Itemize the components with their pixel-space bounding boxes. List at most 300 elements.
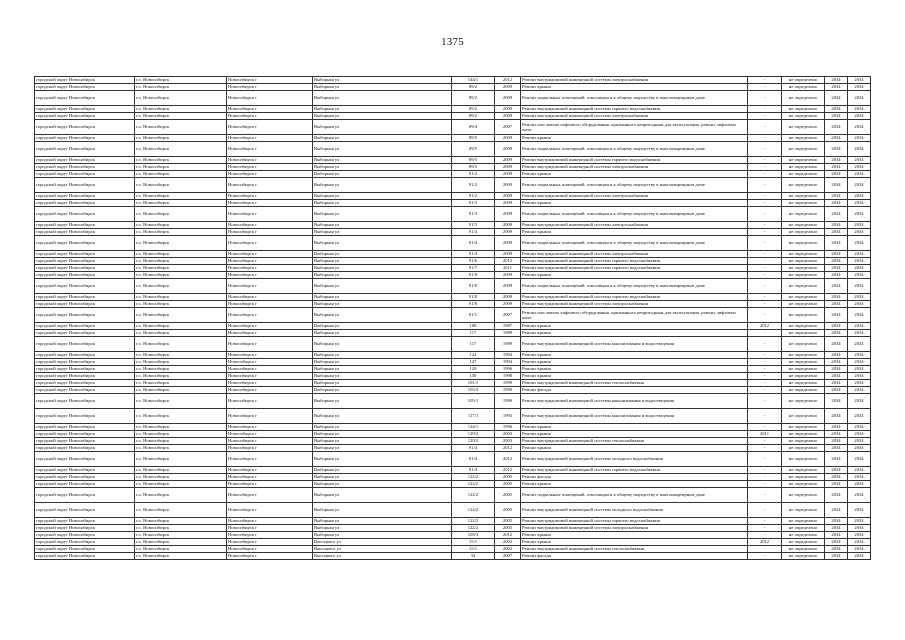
cell-municipality: городской округ Новосибирск xyxy=(35,258,135,265)
cell-settlement: Новосибирск г xyxy=(227,236,313,251)
cell-repair-work-type: Ремонт подвальных помещений, относящихся к общему имуществу в многоквартирном доме xyxy=(521,488,748,503)
cell-house-number: 91/2 xyxy=(452,171,495,178)
cell-house-number: 15/1 xyxy=(452,539,495,546)
table-row xyxy=(35,236,871,251)
cell-plan-start-year: 2034 xyxy=(825,373,848,380)
cell-municipal-district: г.о. Новосибирск xyxy=(135,265,227,272)
cell-commissioning-year: 2012 xyxy=(495,532,521,539)
cell-municipality: городской округ Новосибирск xyxy=(35,553,135,560)
cell-plan-end-year: 2034 xyxy=(848,546,871,553)
cell-cost: не определено xyxy=(782,518,825,525)
table-row xyxy=(35,445,871,452)
cell-commissioning-year: 2009 xyxy=(495,178,521,193)
cell-cost: не определено xyxy=(782,294,825,301)
cell-repair-work-type: Ремонт крыши xyxy=(521,229,748,236)
table-row xyxy=(35,366,871,373)
cell-repair-work-type: Ремонт внутридомовой инженерной системы теплоснабжения xyxy=(521,380,748,387)
cell-house-number: 91/8 xyxy=(452,294,495,301)
cell-settlement: Новосибирск г xyxy=(227,438,313,445)
cell-plan-end-year: 2034 xyxy=(848,301,871,308)
cell-repair-work-type: Ремонт внутридомовой инженерной системы электроснабжения xyxy=(521,193,748,200)
cell-street: Выборная ул xyxy=(313,308,452,323)
cell-plan-start-year: 2034 xyxy=(825,539,848,546)
cell-commissioning-year: 2009 xyxy=(495,135,521,142)
table-row xyxy=(35,431,871,438)
cell-commissioning-year: 1996 xyxy=(495,424,521,431)
cell-plan-start-year: 2034 xyxy=(825,352,848,359)
cell-settlement: Новосибирск г xyxy=(227,337,313,352)
cell-plan-end-year: 2034 xyxy=(848,84,871,91)
cell-repair-work-type: Ремонт крыши xyxy=(521,366,748,373)
cell-plan-end-year: 2034 xyxy=(848,265,871,272)
cell-plan-start-year: 2034 xyxy=(825,481,848,488)
cell-municipal-district: г.о. Новосибирск xyxy=(135,518,227,525)
cell-last-repair-year: - xyxy=(748,200,782,207)
cell-cost: не определено xyxy=(782,366,825,373)
cell-plan-end-year: 2034 xyxy=(848,380,871,387)
cell-municipal-district: г.о. Новосибирск xyxy=(135,222,227,229)
cell-street: Выборная ул xyxy=(313,91,452,106)
cell-cost: не определено xyxy=(782,503,825,518)
cell-street: Выборная ул xyxy=(313,178,452,193)
cell-commissioning-year: 2005 xyxy=(495,525,521,532)
cell-cost: не определено xyxy=(782,91,825,106)
table-row xyxy=(35,546,871,553)
cell-settlement: Новосибирск г xyxy=(227,394,313,409)
cell-commissioning-year: 2007 xyxy=(495,120,521,135)
cell-house-number: 91/3 xyxy=(452,200,495,207)
cell-plan-start-year: 2034 xyxy=(825,301,848,308)
cell-plan-end-year: 2034 xyxy=(848,503,871,518)
cell-settlement: Новосибирск г xyxy=(227,142,313,157)
cell-last-repair-year: - xyxy=(748,438,782,445)
cell-commissioning-year: 2009 xyxy=(495,301,521,308)
cell-cost: не определено xyxy=(782,222,825,229)
cell-cost: не определено xyxy=(782,193,825,200)
cell-commissioning-year: 2003 xyxy=(495,438,521,445)
cell-plan-start-year: 2034 xyxy=(825,84,848,91)
cell-municipality: городской округ Новосибирск xyxy=(35,265,135,272)
cell-plan-start-year: 2034 xyxy=(825,222,848,229)
cell-settlement: Новосибирск г xyxy=(227,229,313,236)
cell-last-repair-year: - xyxy=(748,106,782,113)
cell-house-number: 91/4 xyxy=(452,236,495,251)
cell-commissioning-year: 2005 xyxy=(495,518,521,525)
cell-house-number: 144/1 xyxy=(452,77,495,84)
cell-street: Выборная ул xyxy=(313,294,452,301)
cell-municipal-district: г.о. Новосибирск xyxy=(135,193,227,200)
cell-commissioning-year: 2005 xyxy=(495,503,521,518)
cell-settlement: Новосибирск г xyxy=(227,518,313,525)
cell-house-number: 15/1 xyxy=(452,546,495,553)
cell-municipal-district: г.о. Новосибирск xyxy=(135,352,227,359)
cell-commissioning-year: 1994 xyxy=(495,352,521,359)
cell-settlement: Новосибирск г xyxy=(227,77,313,84)
cell-house-number: 89/5 xyxy=(452,157,495,164)
cell-house-number: 105/1 xyxy=(452,394,495,409)
cell-municipality: городской округ Новосибирск xyxy=(35,431,135,438)
cell-last-repair-year: - xyxy=(748,337,782,352)
cell-municipality: городской округ Новосибирск xyxy=(35,142,135,157)
cell-settlement: Новосибирск г xyxy=(227,171,313,178)
cell-settlement: Новосибирск г xyxy=(227,532,313,539)
cell-repair-work-type: Ремонт крыши xyxy=(521,373,748,380)
cell-repair-work-type: Ремонт внутридомовой инженерной системы горячего водоснабжения xyxy=(521,467,748,474)
cell-cost: не определено xyxy=(782,120,825,135)
cell-cost: не определено xyxy=(782,265,825,272)
cell-street: Выборная ул xyxy=(313,84,452,91)
cell-street: Выборная ул xyxy=(313,222,452,229)
cell-municipality: городской округ Новосибирск xyxy=(35,178,135,193)
cell-municipality: городской округ Новосибирск xyxy=(35,488,135,503)
cell-house-number: 129/2 xyxy=(452,431,495,438)
cell-plan-start-year: 2034 xyxy=(825,518,848,525)
cell-municipality: городской округ Новосибирск xyxy=(35,366,135,373)
table-row xyxy=(35,525,871,532)
cell-last-repair-year: - xyxy=(748,84,782,91)
cell-commissioning-year: 1989 xyxy=(495,330,521,337)
cell-municipality: городской округ Новосибирск xyxy=(35,207,135,222)
cell-last-repair-year: - xyxy=(748,445,782,452)
cell-repair-work-type: Ремонт крыши xyxy=(521,424,748,431)
cell-last-repair-year: - xyxy=(748,525,782,532)
cell-street: Выборная ул xyxy=(313,157,452,164)
cell-commissioning-year: 1989 xyxy=(495,337,521,352)
table-row xyxy=(35,200,871,207)
cell-plan-end-year: 2034 xyxy=(848,200,871,207)
cell-last-repair-year: - xyxy=(748,142,782,157)
cell-municipal-district: г.о. Новосибирск xyxy=(135,200,227,207)
cell-municipality: городской округ Новосибирск xyxy=(35,279,135,294)
cell-last-repair-year: - xyxy=(748,301,782,308)
cell-municipal-district: г.о. Новосибирск xyxy=(135,207,227,222)
cell-municipality: городской округ Новосибирск xyxy=(35,409,135,424)
cell-cost: не определено xyxy=(782,142,825,157)
cell-plan-start-year: 2034 xyxy=(825,532,848,539)
table-row xyxy=(35,373,871,380)
cell-house-number: 91/2 xyxy=(452,193,495,200)
cell-street: Выборная ул xyxy=(313,409,452,424)
cell-repair-work-type: Ремонт внутридомовой инженерной системы канализования и водоотведения xyxy=(521,409,748,424)
cell-municipal-district: г.о. Новосибирск xyxy=(135,452,227,467)
cell-house-number: 89/2 xyxy=(452,106,495,113)
cell-plan-start-year: 2034 xyxy=(825,265,848,272)
cell-municipal-district: г.о. Новосибирск xyxy=(135,488,227,503)
cell-settlement: Новосибирск г xyxy=(227,294,313,301)
cell-commissioning-year: 2009 xyxy=(495,164,521,171)
cell-plan-end-year: 2034 xyxy=(848,113,871,120)
cell-settlement: Новосибирск г xyxy=(227,445,313,452)
table-row xyxy=(35,222,871,229)
cell-cost: не определено xyxy=(782,308,825,323)
cell-plan-end-year: 2034 xyxy=(848,229,871,236)
cell-settlement: Новосибирск г xyxy=(227,352,313,359)
cell-municipal-district: г.о. Новосибирск xyxy=(135,366,227,373)
cell-last-repair-year: - xyxy=(748,272,782,279)
cell-municipal-district: г.о. Новосибирск xyxy=(135,546,227,553)
cell-repair-work-type: Ремонт внутридомовой инженерной системы электроснабжения xyxy=(521,113,748,120)
cell-cost: не определено xyxy=(782,171,825,178)
cell-last-repair-year: - xyxy=(748,532,782,539)
table-row xyxy=(35,481,871,488)
cell-municipal-district: г.о. Новосибирск xyxy=(135,380,227,387)
cell-municipality: городской округ Новосибирск xyxy=(35,330,135,337)
cell-house-number: 129 xyxy=(452,366,495,373)
table-row xyxy=(35,359,871,366)
cell-plan-end-year: 2034 xyxy=(848,474,871,481)
cell-plan-start-year: 2034 xyxy=(825,525,848,532)
cell-settlement: Новосибирск г xyxy=(227,481,313,488)
cell-plan-start-year: 2034 xyxy=(825,178,848,193)
cell-repair-work-type: Ремонт крыши xyxy=(521,135,748,142)
cell-repair-work-type: Ремонт крыши xyxy=(521,84,748,91)
table-row xyxy=(35,539,871,546)
cell-house-number: 91/3 xyxy=(452,222,495,229)
cell-settlement: Новосибирск г xyxy=(227,91,313,106)
cell-last-repair-year: - xyxy=(748,251,782,258)
cell-municipality: городской округ Новосибирск xyxy=(35,301,135,308)
cell-street: Выборная ул xyxy=(313,452,452,467)
cell-settlement: Новосибирск г xyxy=(227,157,313,164)
cell-settlement: Новосибирск г xyxy=(227,200,313,207)
cell-municipality: городской округ Новосибирск xyxy=(35,380,135,387)
cell-plan-end-year: 2034 xyxy=(848,251,871,258)
cell-commissioning-year: 2012 xyxy=(495,77,521,84)
cell-last-repair-year: - xyxy=(748,178,782,193)
cell-municipal-district: г.о. Новосибирск xyxy=(135,279,227,294)
cell-cost: не определено xyxy=(782,157,825,164)
cell-plan-end-year: 2034 xyxy=(848,91,871,106)
cell-plan-start-year: 2034 xyxy=(825,135,848,142)
table-row xyxy=(35,474,871,481)
cell-last-repair-year: - xyxy=(748,294,782,301)
cell-street: Выборная ул xyxy=(313,272,452,279)
cell-street: Выборная ул xyxy=(313,359,452,366)
cell-plan-start-year: 2034 xyxy=(825,142,848,157)
cell-house-number: 122/2 xyxy=(452,525,495,532)
cell-municipality: городской округ Новосибирск xyxy=(35,359,135,366)
cell-plan-end-year: 2034 xyxy=(848,366,871,373)
cell-cost: не определено xyxy=(782,467,825,474)
cell-last-repair-year: - xyxy=(748,488,782,503)
cell-house-number: 122/2 xyxy=(452,481,495,488)
cell-cost: не определено xyxy=(782,394,825,409)
cell-plan-start-year: 2034 xyxy=(825,113,848,120)
cell-commissioning-year: 1993 xyxy=(495,409,521,424)
cell-plan-end-year: 2034 xyxy=(848,525,871,532)
cell-repair-work-type: Ремонт крыши xyxy=(521,323,748,330)
cell-last-repair-year: 2012 xyxy=(748,539,782,546)
cell-cost: не определено xyxy=(782,553,825,560)
cell-plan-start-year: 2034 xyxy=(825,546,848,553)
cell-commissioning-year: 2009 xyxy=(495,279,521,294)
cell-municipal-district: г.о. Новосибирск xyxy=(135,135,227,142)
cell-settlement: Новосибирск г xyxy=(227,308,313,323)
table-row xyxy=(35,394,871,409)
cell-house-number: 91/4 xyxy=(452,445,495,452)
cell-street: Выборная ул xyxy=(313,518,452,525)
cell-house-number: 108 xyxy=(452,323,495,330)
cell-street: Выборная ул xyxy=(313,467,452,474)
cell-plan-end-year: 2034 xyxy=(848,193,871,200)
cell-cost: не определено xyxy=(782,251,825,258)
cell-settlement: Новосибирск г xyxy=(227,546,313,553)
cell-commissioning-year: 2011 xyxy=(495,265,521,272)
table-row xyxy=(35,438,871,445)
cell-plan-start-year: 2034 xyxy=(825,424,848,431)
cell-municipality: городской округ Новосибирск xyxy=(35,193,135,200)
cell-house-number: 124 xyxy=(452,352,495,359)
cell-last-repair-year: - xyxy=(748,120,782,135)
cell-repair-work-type: Ремонт внутридомовой инженерной системы канализования и водоотведения xyxy=(521,394,748,409)
cell-street: Высоцкого ул xyxy=(313,546,452,553)
cell-plan-start-year: 2034 xyxy=(825,120,848,135)
cell-plan-end-year: 2034 xyxy=(848,488,871,503)
cell-settlement: Новосибирск г xyxy=(227,84,313,91)
cell-plan-end-year: 2034 xyxy=(848,294,871,301)
cell-municipal-district: г.о. Новосибирск xyxy=(135,84,227,91)
cell-settlement: Новосибирск г xyxy=(227,431,313,438)
cell-cost: не определено xyxy=(782,258,825,265)
cell-municipality: городской округ Новосибирск xyxy=(35,532,135,539)
table-row xyxy=(35,171,871,178)
cell-last-repair-year: 2011 xyxy=(748,431,782,438)
cell-house-number: 91/4 xyxy=(452,229,495,236)
cell-street: Выборная ул xyxy=(313,394,452,409)
cell-repair-work-type: Ремонт фасада xyxy=(521,387,748,394)
cell-repair-work-type: Ремонт или замена лифтового оборудования, признанного непригодным для эксплуатации, ремонт лифтовых шахт xyxy=(521,308,748,323)
cell-repair-work-type: Ремонт внутридомовой инженерной системы электроснабжения xyxy=(521,77,748,84)
cell-cost: не определено xyxy=(782,279,825,294)
cell-cost: не определено xyxy=(782,474,825,481)
cell-street: Выборная ул xyxy=(313,279,452,294)
cell-plan-start-year: 2034 xyxy=(825,553,848,560)
cell-municipal-district: г.о. Новосибирск xyxy=(135,337,227,352)
cell-municipal-district: г.о. Новосибирск xyxy=(135,481,227,488)
cell-last-repair-year: - xyxy=(748,91,782,106)
table-row xyxy=(35,265,871,272)
cell-street: Выборная ул xyxy=(313,330,452,337)
cell-plan-start-year: 2034 xyxy=(825,488,848,503)
cell-plan-end-year: 2034 xyxy=(848,272,871,279)
cell-municipal-district: г.о. Новосибирск xyxy=(135,251,227,258)
cell-plan-end-year: 2034 xyxy=(848,352,871,359)
table-row xyxy=(35,258,871,265)
cell-settlement: Новосибирск г xyxy=(227,330,313,337)
cell-settlement: Новосибирск г xyxy=(227,164,313,171)
cell-street: Выборная ул xyxy=(313,251,452,258)
cell-plan-end-year: 2034 xyxy=(848,135,871,142)
cell-commissioning-year: 2009 xyxy=(495,157,521,164)
cell-repair-work-type: Ремонт внутридомовой инженерной системы горячего водоснабжения xyxy=(521,265,748,272)
cell-plan-end-year: 2034 xyxy=(848,518,871,525)
table-row xyxy=(35,142,871,157)
cell-settlement: Новосибирск г xyxy=(227,474,313,481)
cell-last-repair-year: - xyxy=(748,394,782,409)
cell-repair-work-type: Ремонт внутридомовой инженерной системы электроснабжения xyxy=(521,301,748,308)
cell-settlement: Новосибирск г xyxy=(227,106,313,113)
cell-commissioning-year: 2009 xyxy=(495,236,521,251)
cell-commissioning-year: 2009 xyxy=(495,193,521,200)
cell-street: Выборная ул xyxy=(313,387,452,394)
cell-cost: не определено xyxy=(782,546,825,553)
cell-repair-work-type: Ремонт внутридомовой инженерной системы теплоснабжения xyxy=(521,546,748,553)
cell-municipality: городской округ Новосибирск xyxy=(35,452,135,467)
cell-municipal-district: г.о. Новосибирск xyxy=(135,431,227,438)
table-row xyxy=(35,387,871,394)
cell-municipality: городской округ Новосибирск xyxy=(35,84,135,91)
cell-street: Высоцкого ул xyxy=(313,539,452,546)
cell-cost: не определено xyxy=(782,452,825,467)
cell-settlement: Новосибирск г xyxy=(227,525,313,532)
cell-repair-work-type: Ремонт крыши xyxy=(521,330,748,337)
cell-municipal-district: г.о. Новосибирск xyxy=(135,474,227,481)
cell-plan-end-year: 2034 xyxy=(848,323,871,330)
cell-street: Выборная ул xyxy=(313,301,452,308)
cell-plan-start-year: 2034 xyxy=(825,164,848,171)
cell-settlement: Новосибирск г xyxy=(227,424,313,431)
cell-settlement: Новосибирск г xyxy=(227,366,313,373)
cell-plan-end-year: 2034 xyxy=(848,106,871,113)
cell-commissioning-year: 2009 xyxy=(495,106,521,113)
cell-municipal-district: г.о. Новосибирск xyxy=(135,294,227,301)
cell-plan-end-year: 2034 xyxy=(848,279,871,294)
cell-repair-work-type: Ремонт внутридомовой инженерной системы горячего водоснабжения xyxy=(521,106,748,113)
table-row xyxy=(35,120,871,135)
cell-plan-end-year: 2034 xyxy=(848,452,871,467)
cell-street: Выборная ул xyxy=(313,236,452,251)
cell-plan-end-year: 2034 xyxy=(848,236,871,251)
cell-house-number: 91/4 xyxy=(452,452,495,467)
cell-house-number: 89/2 xyxy=(452,113,495,120)
cell-plan-start-year: 2034 xyxy=(825,445,848,452)
cell-settlement: Новосибирск г xyxy=(227,503,313,518)
cell-repair-work-type: Ремонт крыши xyxy=(521,200,748,207)
table-row xyxy=(35,330,871,337)
cell-street: Выборная ул xyxy=(313,337,452,352)
cell-commissioning-year: 2009 xyxy=(495,200,521,207)
cell-cost: не определено xyxy=(782,359,825,366)
cell-municipal-district: г.о. Новосибирск xyxy=(135,171,227,178)
cell-plan-end-year: 2034 xyxy=(848,373,871,380)
cell-cost: не определено xyxy=(782,301,825,308)
cell-municipal-district: г.о. Новосибирск xyxy=(135,394,227,409)
cell-repair-work-type: Ремонт подвальных помещений, относящихся к общему имуществу в многоквартирном доме xyxy=(521,91,748,106)
cell-house-number: 127 xyxy=(452,359,495,366)
table-row xyxy=(35,467,871,474)
cell-plan-end-year: 2034 xyxy=(848,387,871,394)
cell-last-repair-year: - xyxy=(748,553,782,560)
cell-street: Выборная ул xyxy=(313,352,452,359)
cell-street: Выборная ул xyxy=(313,431,452,438)
cell-street: Выборная ул xyxy=(313,481,452,488)
cell-last-repair-year: - xyxy=(748,164,782,171)
cell-plan-start-year: 2034 xyxy=(825,279,848,294)
cell-commissioning-year: 2005 xyxy=(495,488,521,503)
cell-repair-work-type: Ремонт подвальных помещений, относящихся к общему имуществу в многоквартирном доме xyxy=(521,236,748,251)
cell-municipal-district: г.о. Новосибирск xyxy=(135,272,227,279)
cell-last-repair-year: - xyxy=(748,207,782,222)
cell-commissioning-year: 2012 xyxy=(495,467,521,474)
cell-municipality: городской округ Новосибирск xyxy=(35,337,135,352)
cell-last-repair-year: - xyxy=(748,409,782,424)
table-row xyxy=(35,77,871,84)
cell-municipal-district: г.о. Новосибирск xyxy=(135,424,227,431)
cell-commissioning-year: 1999 xyxy=(495,380,521,387)
cell-street: Выборная ул xyxy=(313,380,452,387)
cell-last-repair-year: - xyxy=(748,308,782,323)
cell-street: Выборная ул xyxy=(313,474,452,481)
